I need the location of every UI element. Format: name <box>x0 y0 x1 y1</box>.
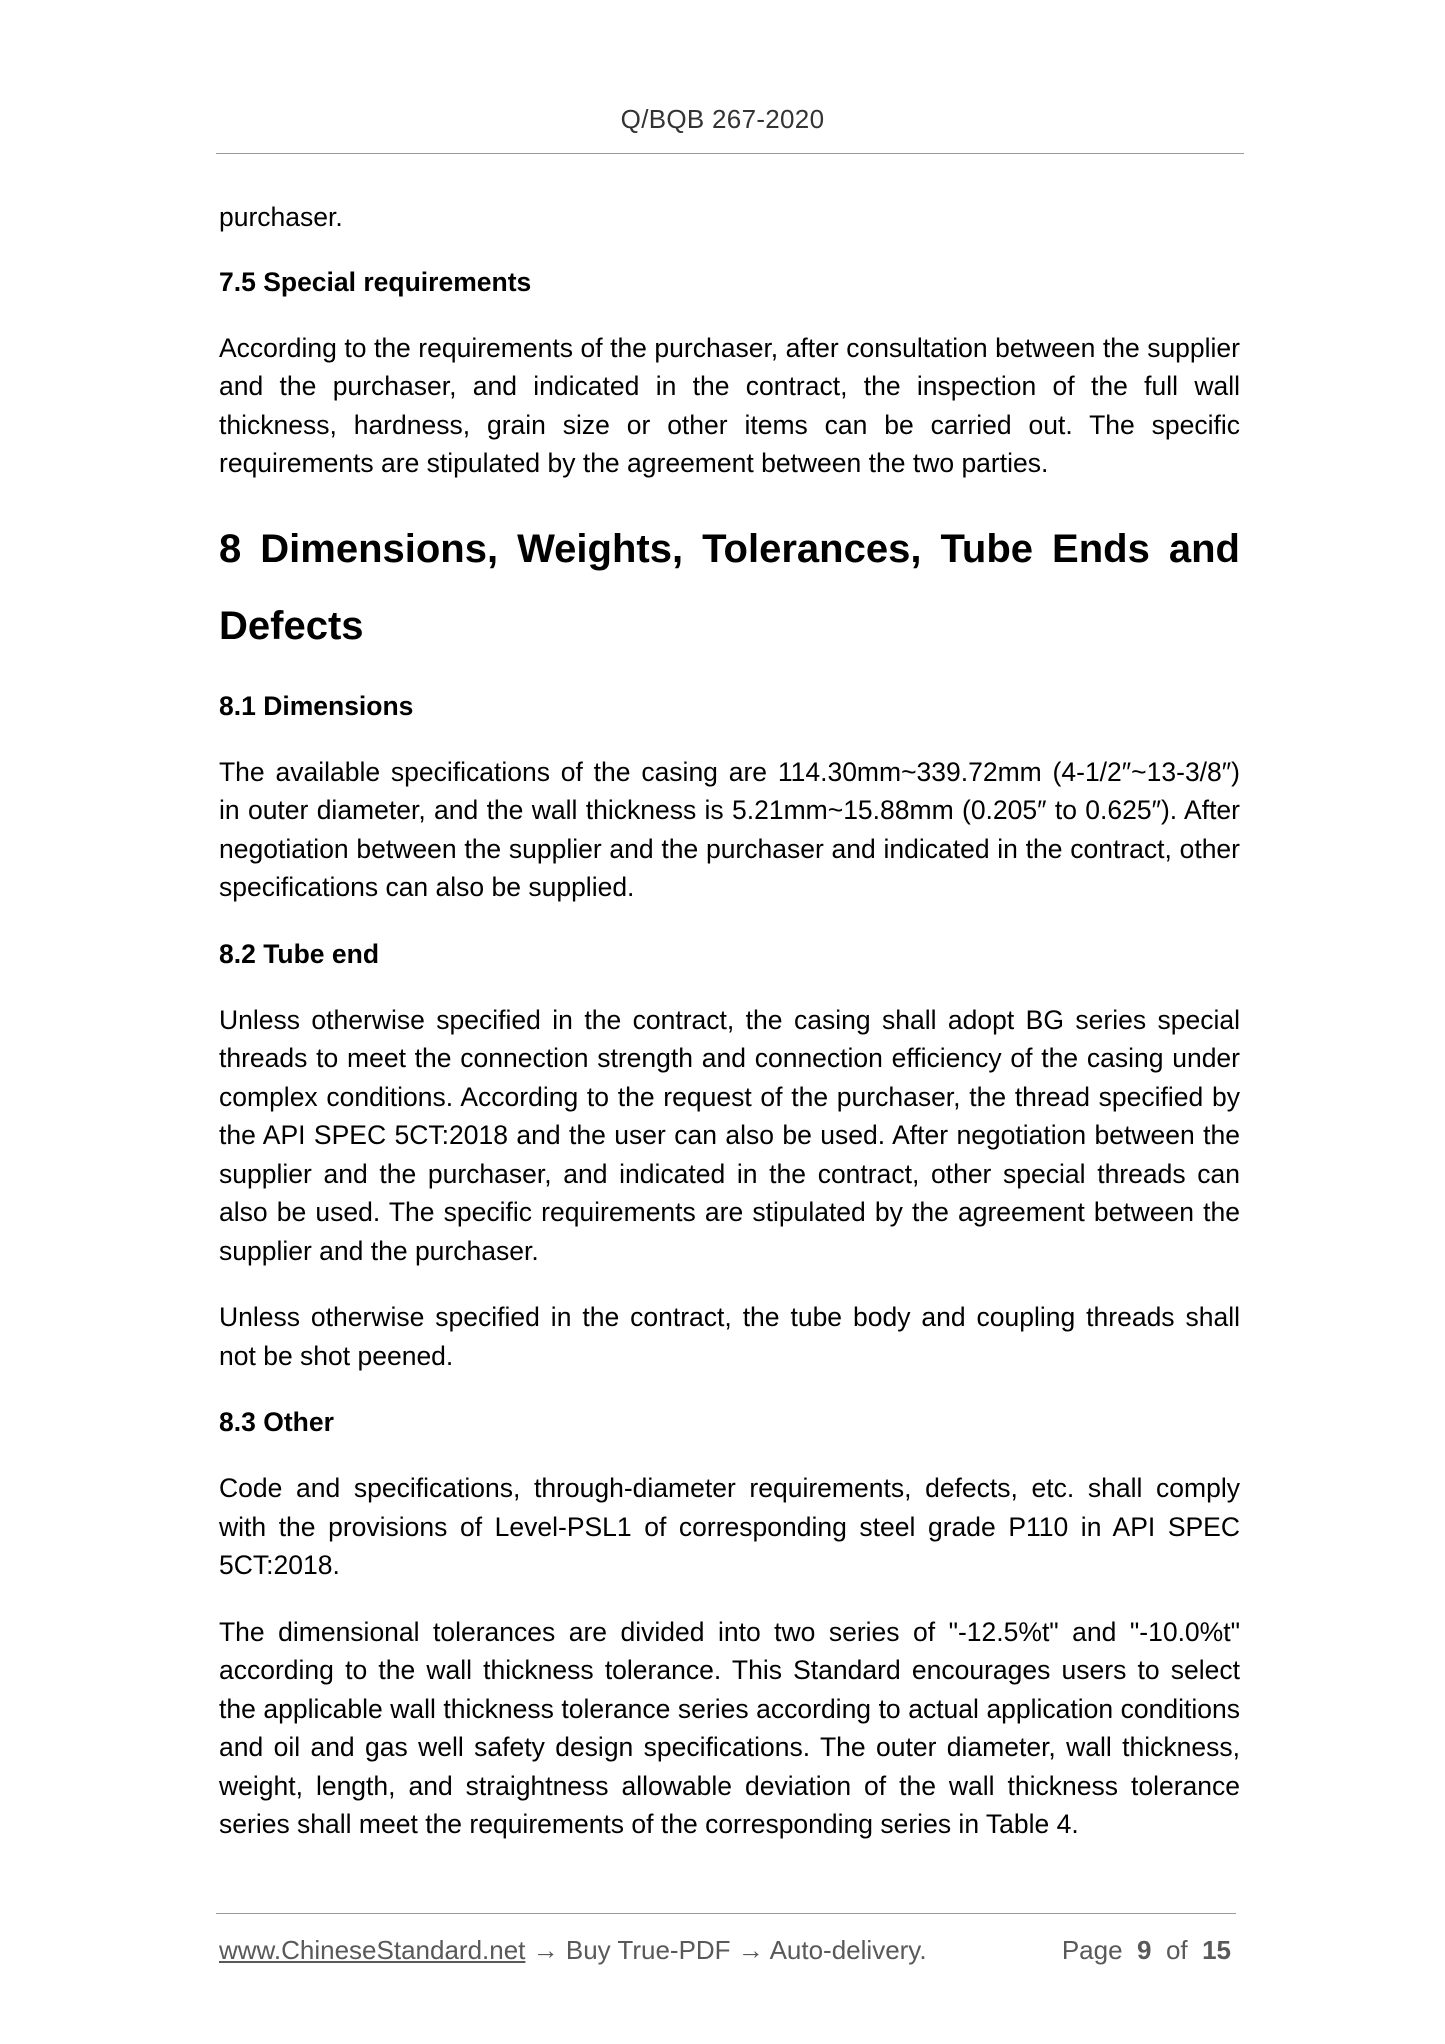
continued-paragraph: purchaser. <box>219 202 343 232</box>
paragraph-8-2-a: Unless otherwise specified in the contract, the casing shall adopt BG series special threads to meet the connection strength and connection efficiency of the casing under complex conditions. According to the request of the purchaser, the thread specified by the API SPEC 5CT:2018 and the user can also be used. After negotiation between the supplier and the purchaser, and indicated in the contract, other special threads can also be used. The specific requirements are stipulated by the agreement between the supplier and the purchaser. <box>219 1004 1240 1266</box>
footer-promo-text: → Buy True-PDF → Auto-delivery. <box>525 1935 927 1965</box>
paragraph-8-2-b: Unless otherwise specified in the contract, the tube body and coupling threads shall not be shot peened. <box>219 1302 1240 1371</box>
chapter-8-heading: 8 Dimensions, Weights, Tolerances, Tube Ends and Defects <box>219 526 1240 648</box>
heading-8-1: 8.1 Dimensions <box>219 690 414 721</box>
paragraph-8-3-b: The dimensional tolerances are divided into two series of "-12.5%t" and "-10.0%t" according to the wall thickness tolerance. This Standard encourages users to select the applicable wall thickness tolerance series according to actual application conditions and oil and gas well safety design specifications. The outer diameter, wall thickness, weight, length, and straightness allowable deviation of the wall thickness tolerance series shall meet the requirements of the corresponding series in Table 4. <box>219 1616 1240 1839</box>
heading-7-5: 7.5 Special requirements <box>219 266 532 297</box>
heading-8-2: 8.2 Tube end <box>219 938 380 969</box>
heading-8-3: 8.3 Other <box>219 1407 334 1437</box>
paragraph-7-5: According to the requirements of the purchaser, after consultation between the supplier and the purchaser, and indicated in the contract, the inspection of the full wall thickness, hardness, grain size or other items can be carried out. The specific requirements are stipulated by the agreement between the two parties. <box>219 332 1240 478</box>
paragraph-8-3-a: Code and specifications, through-diameter requirements, defects, etc. shall comply with the provisions of Level-PSL1 of corresponding steel grade P110 in API SPEC 5CT:2018. <box>219 1473 1240 1580</box>
paragraph-8-1: The available specifications of the casing are 114.30mm~339.72mm (4-1/2″~13-3/8″) in outer diameter, and the wall thickness is 5.21mm~15.88mm (0.205″ to 0.625″). After negotiation between the supplier and the purchaser and indicated in the contract, other specifications can also be supplied. <box>219 756 1240 902</box>
page-total: 15 <box>1202 1935 1231 1965</box>
footer-divider <box>216 1913 1236 1914</box>
page-of-label: of <box>1165 1935 1188 1965</box>
page-label: Page <box>1061 1935 1123 1965</box>
document-code: Q/BQB 267-2020 <box>620 104 825 134</box>
page-content <box>219 198 1240 1872</box>
footer-promo <box>219 1932 927 1968</box>
header-divider <box>216 153 1244 154</box>
page-number: 9 <box>1137 1935 1152 1965</box>
website-link[interactable]: www.ChineseStandard.net <box>219 1935 526 1965</box>
page-counter <box>1062 1932 1231 1968</box>
